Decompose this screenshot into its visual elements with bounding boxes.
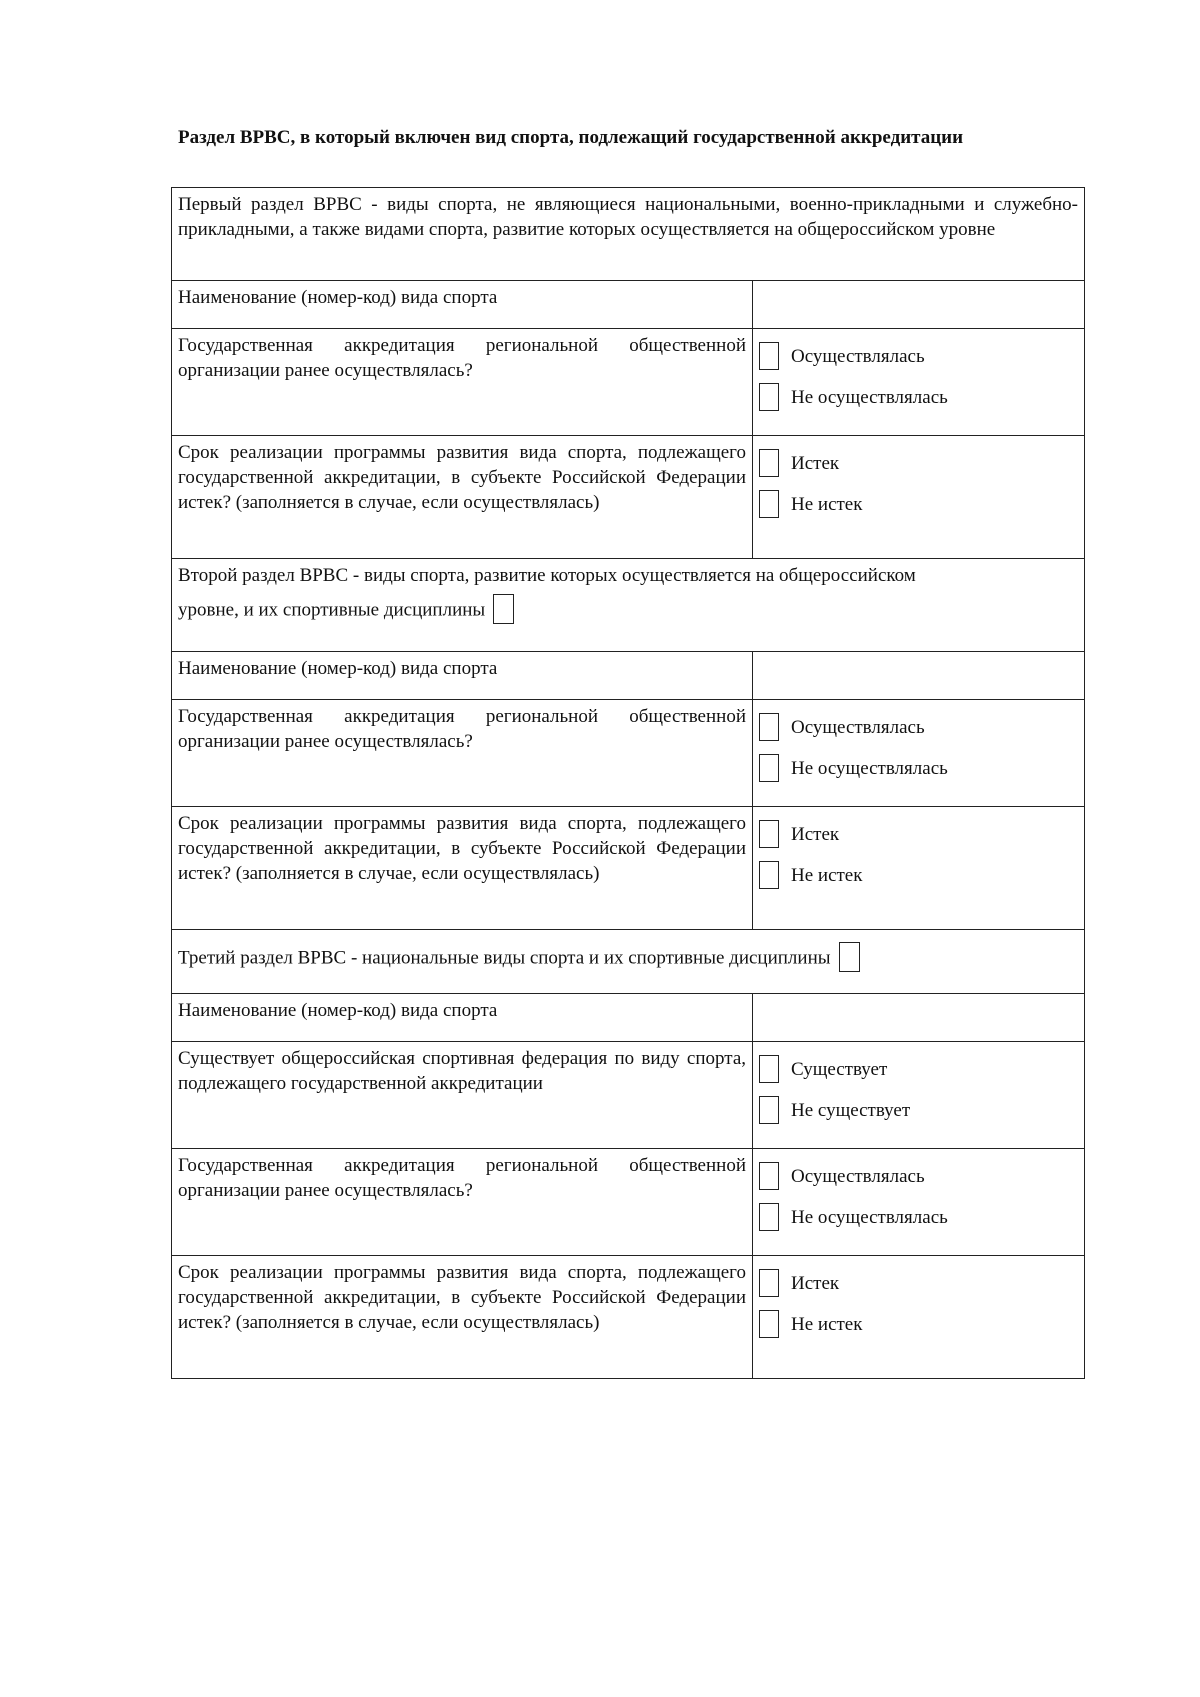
option-not-exists[interactable] (759, 1091, 1078, 1129)
checkbox[interactable] (759, 1203, 779, 1231)
section-1-name-row (172, 281, 1085, 329)
option-label: Осуществлялась (791, 1165, 925, 1187)
section-3-term-options (753, 1256, 1085, 1379)
section-3-term-row (172, 1256, 1085, 1379)
option-not-accredited[interactable] (759, 378, 1078, 416)
section-3-header-text: Третий раздел ВРВС - национальные виды спорта и их спортивные дисциплины (178, 947, 831, 969)
section-3-checkbox[interactable] (839, 942, 860, 972)
option-not-expired[interactable] (759, 1305, 1078, 1343)
option-not-expired[interactable] (759, 856, 1078, 894)
checkbox[interactable] (759, 1162, 779, 1190)
checkbox[interactable] (759, 754, 779, 782)
section-1-term-options (753, 436, 1085, 559)
section-2-name-row (172, 652, 1085, 700)
option-accredited[interactable] (759, 337, 1078, 375)
option-expired[interactable] (759, 815, 1078, 853)
option-label: Осуществлялась (791, 345, 925, 367)
section-2-header-line2: уровне, и их спортивные дисциплины (178, 599, 486, 621)
section-1-name-field[interactable] (753, 281, 1085, 329)
section-3-header-row (172, 930, 1085, 994)
checkbox[interactable] (759, 1055, 779, 1083)
checkbox[interactable] (759, 342, 779, 370)
section-2-accreditation-question: Государственная аккредитация региональной общественной организации ранее осуществлялась? (172, 700, 753, 807)
section-2-header (172, 559, 1085, 652)
section-3-name-label: Наименование (номер-код) вида спорта (172, 994, 753, 1042)
section-2-checkbox[interactable] (493, 594, 514, 624)
section-3-accreditation-row (172, 1149, 1085, 1256)
option-not-accredited[interactable] (759, 1198, 1078, 1236)
option-label: Осуществлялась (791, 716, 925, 738)
section-2-term-row (172, 807, 1085, 930)
section-2-accreditation-options (753, 700, 1085, 807)
checkbox[interactable] (759, 713, 779, 741)
section-1-accreditation-row (172, 329, 1085, 436)
section-2-name-field[interactable] (753, 652, 1085, 700)
option-expired[interactable] (759, 444, 1078, 482)
checkbox[interactable] (759, 1096, 779, 1124)
option-label: Существует (791, 1058, 888, 1080)
section-3-name-field[interactable] (753, 994, 1085, 1042)
section-1-term-row (172, 436, 1085, 559)
option-label: Не осуществлялась (791, 757, 948, 779)
option-label: Истек (791, 452, 840, 474)
section-1-header-row (172, 188, 1085, 281)
section-3-header (172, 930, 1085, 994)
option-exists[interactable] (759, 1050, 1078, 1088)
option-label: Не истек (791, 864, 863, 886)
option-label: Истек (791, 823, 840, 845)
option-not-expired[interactable] (759, 485, 1078, 523)
section-2-accreditation-row (172, 700, 1085, 807)
checkbox[interactable] (759, 820, 779, 848)
section-1-name-label: Наименование (номер-код) вида спорта (172, 281, 753, 329)
section-3-term-question: Срок реализации программы развития вида спорта, подлежащего государственной аккредитации, в субъекте Российской Федерации истек? (заполняется в случае, если осуществлялась) (172, 1256, 753, 1379)
option-accredited[interactable] (759, 708, 1078, 746)
section-1-term-question: Срок реализации программы развития вида спорта, подлежащего государственной аккредитации, в субъекте Российской Федерации истек? (заполняется в случае, если осуществлялась) (172, 436, 753, 559)
option-not-accredited[interactable] (759, 749, 1078, 787)
section-2-name-label: Наименование (номер-код) вида спорта (172, 652, 753, 700)
section-3-federation-row (172, 1042, 1085, 1149)
checkbox[interactable] (759, 449, 779, 477)
option-label: Не осуществлялась (791, 386, 948, 408)
section-2-header-line1: Второй раздел ВРВС - виды спорта, развитие которых осуществляется на общероссийском (178, 565, 916, 586)
section-3-accreditation-options (753, 1149, 1085, 1256)
section-3-federation-options (753, 1042, 1085, 1149)
checkbox[interactable] (759, 861, 779, 889)
section-3-name-row (172, 994, 1085, 1042)
section-2-term-question: Срок реализации программы развития вида спорта, подлежащего государственной аккредитации, в субъекте Российской Федерации истек? (заполняется в случае, если осуществлялась) (172, 807, 753, 930)
option-label: Не существует (791, 1099, 911, 1121)
checkbox[interactable] (759, 383, 779, 411)
option-label: Не истек (791, 493, 863, 515)
section-3-federation-question: Существует общероссийская спортивная федерация по виду спорта, подлежащего государственной аккредитации (172, 1042, 753, 1149)
section-3-accreditation-question: Государственная аккредитация региональной общественной организации ранее осуществлялась? (172, 1149, 753, 1256)
option-accredited[interactable] (759, 1157, 1078, 1195)
section-1-header: Первый раздел ВРВС - виды спорта, не являющиеся национальными, военно-прикладными и служебно-прикладными, а также видами спорта, развитие которых осуществляется на общероссийском уровне (172, 188, 1085, 281)
option-label: Не истек (791, 1313, 863, 1335)
option-label: Истек (791, 1272, 840, 1294)
section-1-accreditation-options (753, 329, 1085, 436)
section-2-header-row (172, 559, 1085, 652)
accreditation-form-table (171, 187, 1085, 1379)
section-2-term-options (753, 807, 1085, 930)
checkbox[interactable] (759, 1310, 779, 1338)
checkbox[interactable] (759, 490, 779, 518)
checkbox[interactable] (759, 1269, 779, 1297)
section-1-accreditation-question: Государственная аккредитация региональной общественной организации ранее осуществлялась? (172, 329, 753, 436)
form-title: Раздел ВРВС, в который включен вид спорта, подлежащий государственной аккредитации (178, 127, 964, 148)
option-expired[interactable] (759, 1264, 1078, 1302)
option-label: Не осуществлялась (791, 1206, 948, 1228)
